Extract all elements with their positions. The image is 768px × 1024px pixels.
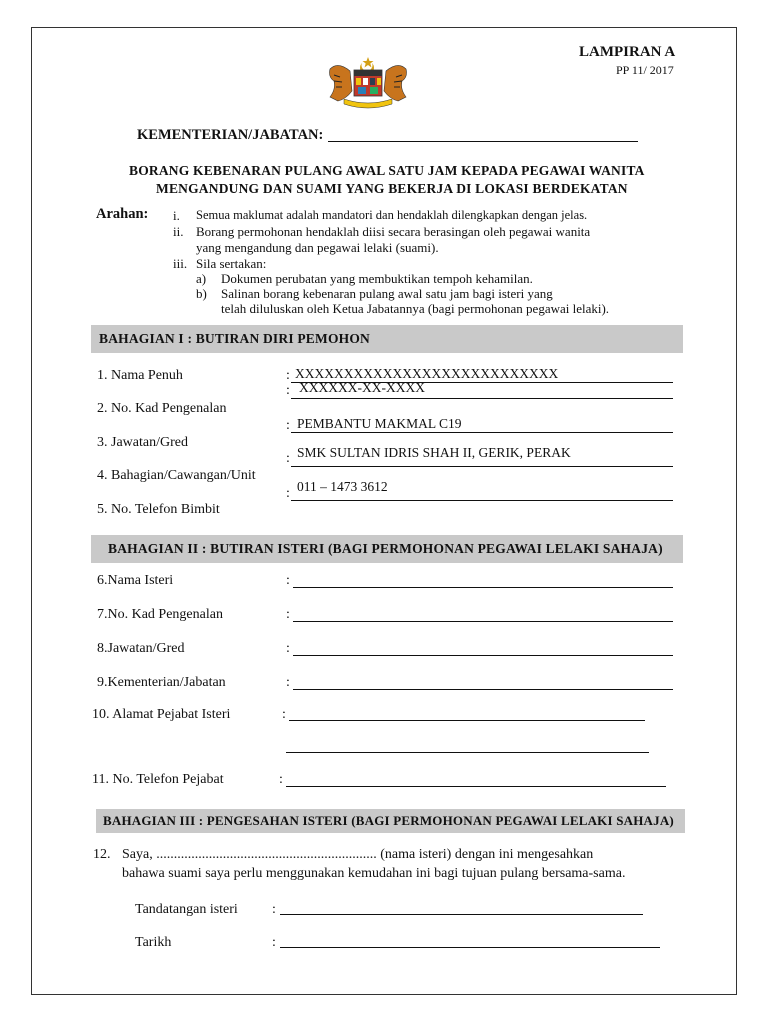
- arahan-sub-a-text: Dokumen perubatan yang membuktikan tempoh kehamilan.: [221, 271, 533, 286]
- form-title-line2: MENGANDUNG DAN SUAMI YANG BEKERJA DI LOKASI BERDEKATAN: [156, 181, 628, 196]
- section2-title: BAHAGIAN II : BUTIRAN ISTERI (BAGI PERMOHONAN PEGAWAI LELAKI SAHAJA): [108, 541, 663, 556]
- arahan-sub-a-num: a): [196, 271, 207, 286]
- field-9-label: 9.Kementerian/Jabatan: [97, 675, 226, 690]
- field-5-line: [291, 500, 673, 501]
- field-11-line[interactable]: [286, 786, 666, 787]
- section1-title: BAHAGIAN I : BUTIRAN DIRI PEMOHON: [99, 331, 370, 346]
- field-9-line[interactable]: [293, 689, 673, 690]
- field-3-line: [291, 432, 673, 433]
- field-11-colon: :: [279, 772, 283, 787]
- field-8-label: 8.Jawatan/Gred: [97, 641, 185, 656]
- section2-header: [91, 535, 683, 563]
- sign-colon: :: [272, 902, 276, 917]
- field-1b-colon: :: [286, 383, 290, 398]
- field-5-label: 5. No. Telefon Bimbit: [97, 502, 220, 517]
- form-title-line1: BORANG KEBENARAN PULANG AWAL SATU JAM KEPADA PEGAWAI WANITA: [129, 163, 645, 178]
- arahan-text-1: Semua maklumat adalah mandatori dan hendaklah dilengkapkan dengan jelas.: [196, 208, 588, 222]
- field-10-colon: :: [282, 707, 286, 722]
- field-1-label: 1. Nama Penuh: [97, 368, 183, 383]
- field-8-line[interactable]: [293, 655, 673, 656]
- section3-title: BAHAGIAN III : PENGESAHAN ISTERI (BAGI PERMOHONAN PEGAWAI LELAKI SAHAJA): [103, 813, 674, 828]
- coat-of-arms-emblem: [322, 55, 414, 111]
- field-4-label: 4. Bahagian/Cawangan/Unit: [97, 468, 256, 483]
- field-2-value[interactable]: XXXXXX-XX-XXXX: [299, 380, 425, 395]
- field-2-label: 2. No. Kad Pengenalan: [97, 401, 227, 416]
- field-6-colon: :: [286, 573, 290, 588]
- field-3-value[interactable]: PEMBANTU MAKMAL C19: [297, 416, 462, 431]
- field-5-value[interactable]: 011 – 1473 3612: [297, 479, 388, 494]
- field-6-label: 6.Nama Isteri: [97, 573, 174, 588]
- section1-header: [91, 325, 683, 353]
- section3-header: [96, 809, 685, 833]
- date-label: Tarikh: [135, 935, 172, 950]
- field-1-value[interactable]: XXXXXXXXXXXXXXXXXXXXXXXXXXX: [295, 366, 559, 381]
- sign-label: Tandatangan isteri: [135, 902, 238, 917]
- field-10-line-2[interactable]: [286, 752, 649, 753]
- field-3-colon: :: [286, 418, 290, 433]
- field-7-line[interactable]: [293, 621, 673, 622]
- field-4-colon: :: [286, 451, 290, 466]
- document-ref: PP 11/ 2017: [616, 63, 674, 77]
- arahan-num-1: i.: [173, 208, 180, 223]
- arahan-text-2b: yang mengandung dan pegawai lelaki (suami).: [196, 240, 439, 255]
- arahan-num-2: ii.: [173, 224, 184, 239]
- arahan-sub-b-text: Salinan borang kebenaran pulang awal satu jam bagi isteri yang: [221, 286, 553, 301]
- arahan-num-3: iii.: [173, 256, 188, 271]
- field-4-line: [291, 466, 673, 467]
- kementerian-input-line[interactable]: [328, 141, 638, 142]
- field-6-line[interactable]: [293, 587, 673, 588]
- item-12-number: 12.: [93, 847, 111, 862]
- field-11-label: 11. No. Telefon Pejabat: [92, 772, 224, 787]
- signature-line[interactable]: [280, 914, 643, 915]
- field-5-colon: :: [286, 486, 290, 501]
- field-4-value[interactable]: SMK SULTAN IDRIS SHAH II, GERIK, PERAK: [297, 445, 571, 460]
- arahan-text-3: Sila sertakan:: [196, 256, 267, 271]
- field-2-line: [291, 398, 673, 399]
- field-8-colon: :: [286, 641, 290, 656]
- arahan-sub-b-text2: telah diluluskan oleh Ketua Jabatannya (bagi permohonan pegawai lelaki).: [221, 301, 610, 316]
- item-12-line2: bahawa suami saya perlu menggunakan kemudahan ini bagi tujuan pulang bersama-sama.: [122, 866, 626, 881]
- field-3-label: 3. Jawatan/Gred: [97, 435, 188, 450]
- date-line[interactable]: [280, 947, 660, 948]
- field-9-colon: :: [286, 675, 290, 690]
- arahan-sub-b-num: b): [196, 286, 207, 301]
- kementerian-label: KEMENTERIAN/JABATAN:: [137, 127, 324, 143]
- field-7-label: 7.No. Kad Pengenalan: [97, 607, 223, 622]
- lampiran-label: LAMPIRAN A: [579, 44, 676, 60]
- date-colon: :: [272, 935, 276, 950]
- field-1-colon: :: [286, 368, 290, 383]
- arahan-text-2: Borang permohonan hendaklah diisi secara berasingan oleh pegawai wanita: [196, 224, 591, 239]
- arahan-label: Arahan:: [96, 206, 149, 222]
- item-12-line1: Saya, ............................................................... (nama isteri) dengan ini mengesahkan: [122, 847, 594, 862]
- field-10-line[interactable]: [289, 720, 645, 721]
- field-7-colon: :: [286, 607, 290, 622]
- field-10-label: 10. Alamat Pejabat Isteri: [92, 707, 231, 722]
